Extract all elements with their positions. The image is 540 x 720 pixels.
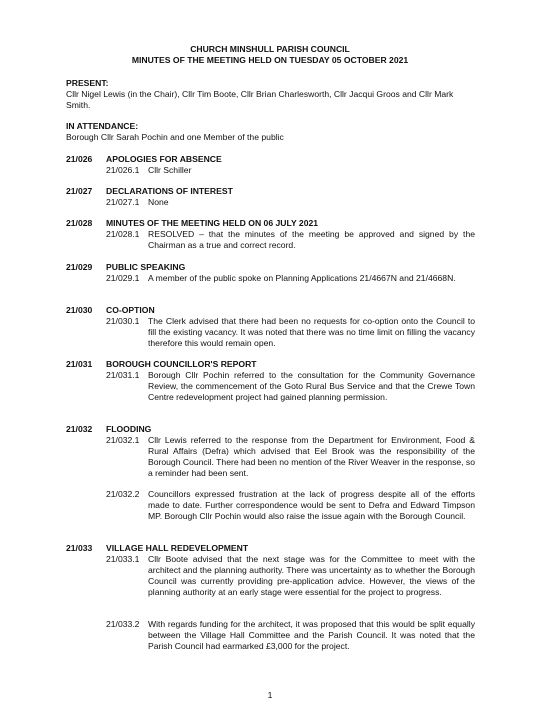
section-number: 21/030 [66,305,93,315]
item-text: A member of the public spoke on Planning Applications 21/4667N and 21/4668N. [148,273,456,283]
attendance-text: Borough Cllr Sarah Pochin and one Member of the public [66,132,284,142]
section-title: DECLARATIONS OF INTEREST [106,186,233,196]
item-text: Borough Cllr Pochin referred to the consultation for the Community Governance Review, the commencement of the Goto Rural Bus Service and that the Crewe Town Centre redevelopment project had gained planning permission. [148,370,475,402]
present-heading: PRESENT: [66,78,109,88]
meeting-title: MINUTES OF THE MEETING HELD ON TUESDAY 05 OCTOBER 2021 [131,55,409,65]
section-title: FLOODING [106,424,152,434]
attendance-heading: IN ATTENDANCE: [66,121,139,131]
item-text: Cllr Boote advised that the next stage was for the Committee to meet with the architect and the planning authority. There was uncertainty as to whether the Borough Council was currently providing pre-application advice. However, the views of the planning authority at an early stage were essential for the project to progress. [148,554,475,597]
page-number: 1 [267,690,273,700]
section-title: APOLOGIES FOR ABSENCE [106,154,222,164]
item-number: 21/033.1 [106,554,140,564]
item-number: 21/030.1 [106,316,140,326]
item-number: 21/027.1 [106,197,140,207]
item-text: The Clerk advised that there had been no requests for co-option onto the Council to fill the existing vacancy. It was noted that there was no time limit on filling the vacancy therefore this would remain open. [148,316,475,348]
section-title: CO-OPTION [106,305,155,315]
item-text: Cllr Schiller [148,165,192,175]
present-text: Cllr Nigel Lewis (in the Chair), Cllr Tim Boote, Cllr Brian Charlesworth, Cllr Jacqui Groos and Cllr Mark Smith. [66,89,454,110]
section-number: 21/026 [66,154,93,164]
item-text: Cllr Lewis referred to the response from the Department for Environment, Food & Rural Affairs (Defra) which advised that Eel Brook was the responsibility of the Borough Council. There had been no mention of the River Weaver in the response, so a reminder had been sent. [148,435,475,478]
section-number: 21/031 [66,359,93,369]
item-text: RESOLVED – that the minutes of the meeting be approved and signed by the Chairman as a true and correct record. [148,229,475,250]
section-title: PUBLIC SPEAKING [106,262,186,272]
section-number: 21/028 [66,218,93,228]
section-number: 21/029 [66,262,93,272]
item-number: 21/031.1 [106,370,140,380]
section-title: BOROUGH COUNCILLOR'S REPORT [106,359,257,369]
item-number: 21/032.2 [106,489,140,499]
section-title: VILLAGE HALL REDEVELOPMENT [106,543,249,553]
section-number: 21/032 [66,424,93,434]
council-name: CHURCH MINSHULL PARISH COUNCIL [190,44,350,54]
item-number: 21/028.1 [106,229,140,239]
section-title: MINUTES OF THE MEETING HELD ON 06 JULY 2021 [106,218,319,228]
item-text: None [148,197,169,207]
item-number: 21/026.1 [106,165,140,175]
item-number: 21/029.1 [106,273,140,283]
section-number: 21/033 [66,543,93,553]
item-text: With regards funding for the architect, it was proposed that this would be split equally between the Village Hall Committee and the Parish Council. It was noted that the Parish Council had earmarked £3,000 for the project. [148,619,475,651]
item-text: Councillors expressed frustration at the lack of progress despite all of the efforts made to date. Further correspondence would be sent to Defra and Edward Timpson MP. Borough Cllr Pochin would also raise the issue again with the Borough Council. [148,489,475,521]
section-number: 21/027 [66,186,93,196]
item-number: 21/033.2 [106,619,140,629]
item-number: 21/032.1 [106,435,140,445]
